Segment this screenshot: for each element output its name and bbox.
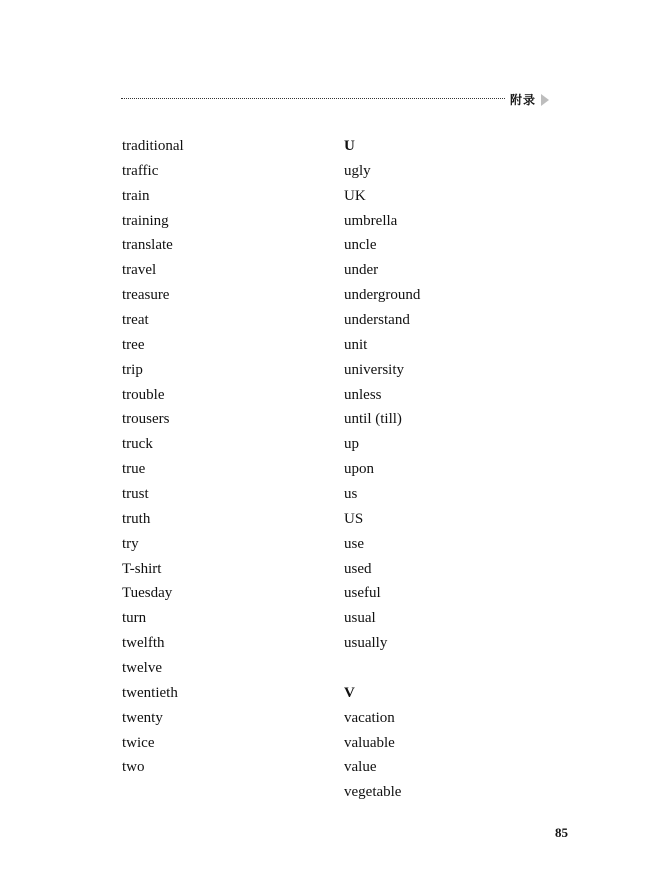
section-label: 附录 — [510, 93, 537, 107]
word-item: UK — [344, 187, 366, 204]
word-item: uncle — [344, 237, 377, 254]
letter-heading: V — [344, 684, 355, 701]
header-dotted-rule — [121, 98, 505, 99]
word-item: travel — [122, 262, 157, 279]
word-item: vegetable — [344, 784, 402, 801]
word-list-right — [344, 134, 420, 805]
word-item: traffic — [122, 162, 159, 179]
list-spacer — [344, 656, 420, 681]
word-item: truck — [122, 436, 153, 453]
word-item: US — [344, 510, 364, 527]
word-item: twice — [122, 734, 155, 751]
word-item: umbrella — [344, 212, 398, 229]
word-item: until (till) — [344, 411, 402, 428]
word-item: unit — [344, 336, 368, 353]
word-item: usually — [344, 635, 388, 652]
word-item: use — [344, 535, 364, 552]
word-item: try — [122, 535, 139, 552]
word-item: vacation — [344, 709, 395, 726]
word-item: training — [122, 212, 169, 229]
word-item: T-shirt — [122, 560, 162, 577]
word-item: twelve — [122, 660, 162, 677]
word-item: tree — [122, 336, 145, 353]
page-number: 85 — [555, 825, 568, 840]
word-item: true — [122, 461, 146, 478]
word-item: twentieth — [122, 684, 178, 701]
word-item: used — [344, 560, 372, 577]
word-item: ugly — [344, 162, 371, 179]
word-item: translate — [122, 237, 173, 254]
word-item: up — [344, 436, 359, 453]
triangle-arrow-icon — [541, 94, 549, 106]
word-item: turn — [122, 610, 147, 627]
word-item: underground — [344, 287, 421, 304]
word-item: twelfth — [122, 635, 165, 652]
word-item: us — [344, 486, 358, 503]
word-item: valuable — [344, 734, 395, 751]
word-item: trip — [122, 361, 143, 378]
letter-heading: U — [344, 138, 355, 154]
word-item: truth — [122, 510, 151, 527]
word-item: upon — [344, 461, 374, 478]
word-item: trouble — [122, 386, 165, 403]
word-item: unless — [344, 386, 382, 403]
word-list-left — [122, 134, 184, 780]
word-item: Tuesday — [122, 585, 173, 602]
word-item: train — [122, 187, 150, 204]
word-item: understand — [344, 312, 410, 329]
word-item: value — [344, 759, 377, 776]
word-item: usual — [344, 610, 376, 627]
word-item: trust — [122, 486, 149, 503]
word-item: twenty — [122, 709, 163, 726]
word-item: university — [344, 361, 404, 378]
word-item: useful — [344, 585, 381, 602]
word-item: traditional — [122, 138, 184, 154]
word-item: treat — [122, 312, 149, 329]
word-item: treasure — [122, 287, 170, 304]
word-item: trousers — [122, 411, 170, 428]
word-item: two — [122, 759, 145, 776]
word-item: under — [344, 262, 379, 279]
